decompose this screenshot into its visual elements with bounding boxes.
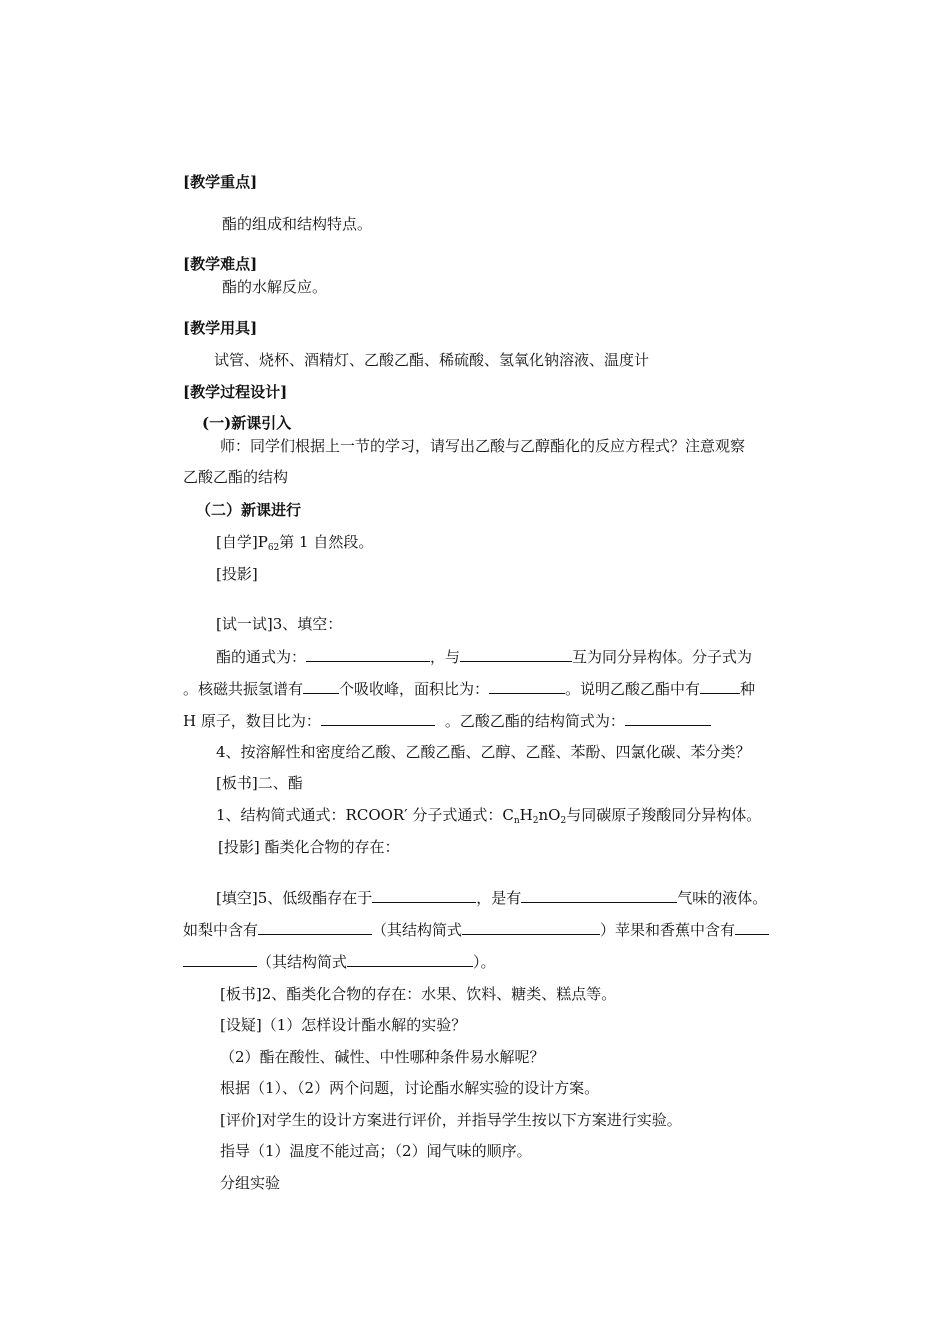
fill5-2-text-b: （其结构简式 [372,921,463,939]
question-design-2: （2）酯在酸性、碱性、中性哪种条件易水解呢？ [220,1048,545,1066]
fill5-3-text-a: （其结构简式 [257,953,348,971]
key-points-heading: [教学重点] [183,173,258,191]
projection-label: [投影] [216,565,258,583]
formula-text-d: 与同碳原子羧酸同分异构体。 [566,806,762,824]
fill5-text-c: 气味的液体。 [677,889,768,907]
fill-2-text-c: 。说明乙酸乙酯中有 [565,680,701,698]
fill-blank [735,919,769,935]
formula-text-a: 1、结构简式通式：RCOOR′ 分子式通式：C [216,806,514,824]
group-experiment: 分组实验 [220,1174,281,1192]
fill-2-text-d: 种 [740,680,756,698]
fill-blank [347,951,473,967]
projection-2: [投影] 酯类化合物的存在： [218,838,400,856]
difficulties-heading: [教学难点] [183,255,258,273]
intro-line-2: 乙酸乙酯的结构 [183,468,289,486]
intro-heading: (一)新课引入 [202,414,292,432]
fill5-2-text-a: 如梨中含有 [183,921,259,939]
fill-3-text-b: 。乙酸乙酯的结构简式为： [444,712,625,730]
fill-blank [700,678,740,694]
formula-text-c: nO [538,806,561,824]
fill-blank [372,887,476,903]
fill-blank [462,919,600,935]
fill-2-text-a: 。核磁共振氢谱有 [183,680,304,698]
fill-line-2 [183,678,755,699]
question-4: 4、按溶解性和密度给乙酸、乙酸乙酯、乙醇、乙醛、苯酚、四氯化碳、苯分类？ [216,743,751,761]
board-note-1: [板书]二、酯 [216,774,303,792]
question-design-1: [设疑]（1）怎样设计酯水解的实验？ [220,1016,467,1034]
formula-subscript-n: n [513,816,520,826]
formula-subscript-2: 2 [532,816,539,826]
fill-1-text-a: 酯的通式为： [216,648,307,666]
fill-blank [460,646,572,662]
formula-subscript-o2: 2 [560,816,567,826]
fill-1-text-c: 互为同分异构体。分子式为 [572,648,753,666]
fill5-text-a: [填空]5、低级酯存在于 [216,889,373,907]
formula-line [216,805,761,825]
key-points-text: 酯的组成和结构特点。 [222,215,373,233]
try-label: [试一试]3、填空： [216,615,343,633]
fill-2-text-b: 个吸收峰，面积比为： [339,680,490,698]
fill-blank [258,919,372,935]
intro-line-1: 师：同学们根据上一节的学习，请写出乙酸与乙醇酯化的反应方程式？注意观察 [220,437,746,455]
formula-text-b: H [519,806,533,824]
fill5-3-text-b: ）。 [473,953,496,971]
fill-1-text-b: ，与 [430,648,461,666]
page-subscript: 62 [267,543,280,553]
tools-heading: [教学用具] [183,319,258,337]
discussion-line: 根据（1）、（2）两个问题，讨论酯水解实验的设计方案。 [220,1079,600,1097]
self-study-text: [自学]P [216,533,268,551]
fill5-line-1 [216,887,767,908]
fill-line-3 [183,710,711,731]
board-note-2: [板书]2、酯类化合物的存在：水果、饮料、糖类、糕点等。 [220,985,617,1003]
new-lesson-heading: （二）新课进行 [196,501,302,519]
fill-3-text-a: H 原子，数目比为： [183,712,321,730]
fill5-line-3 [183,951,496,972]
difficulties-text: 酯的水解反应。 [222,278,328,296]
fill-blank [489,678,565,694]
fill-blank [183,951,257,967]
fill-blank [625,710,711,726]
guidance-line: 指导（1）温度不能过高；（2）闻气味的顺序。 [220,1142,532,1160]
fill-blank [306,646,430,662]
fill5-text-b: ，是有 [476,889,522,907]
evaluation-line: [评价]对学生的设计方案进行评价，并指导学生按以下方案进行实验。 [220,1111,682,1129]
fill-blank [303,678,339,694]
fill5-2-text-c: ）苹果和香蕉中含有 [600,921,736,939]
fill-line-1 [216,646,752,667]
fill-blank [521,887,677,903]
fill5-line-2 [183,919,769,940]
fill-blank [321,710,435,726]
self-study-rest: 第 1 自然段。 [279,533,374,551]
self-study-line [216,532,373,552]
process-heading: [教学过程设计] [183,383,288,401]
tools-text: 试管、烧杯、酒精灯、乙酸乙酯、稀硫酸、氢氧化钠溶液、温度计 [214,351,650,369]
